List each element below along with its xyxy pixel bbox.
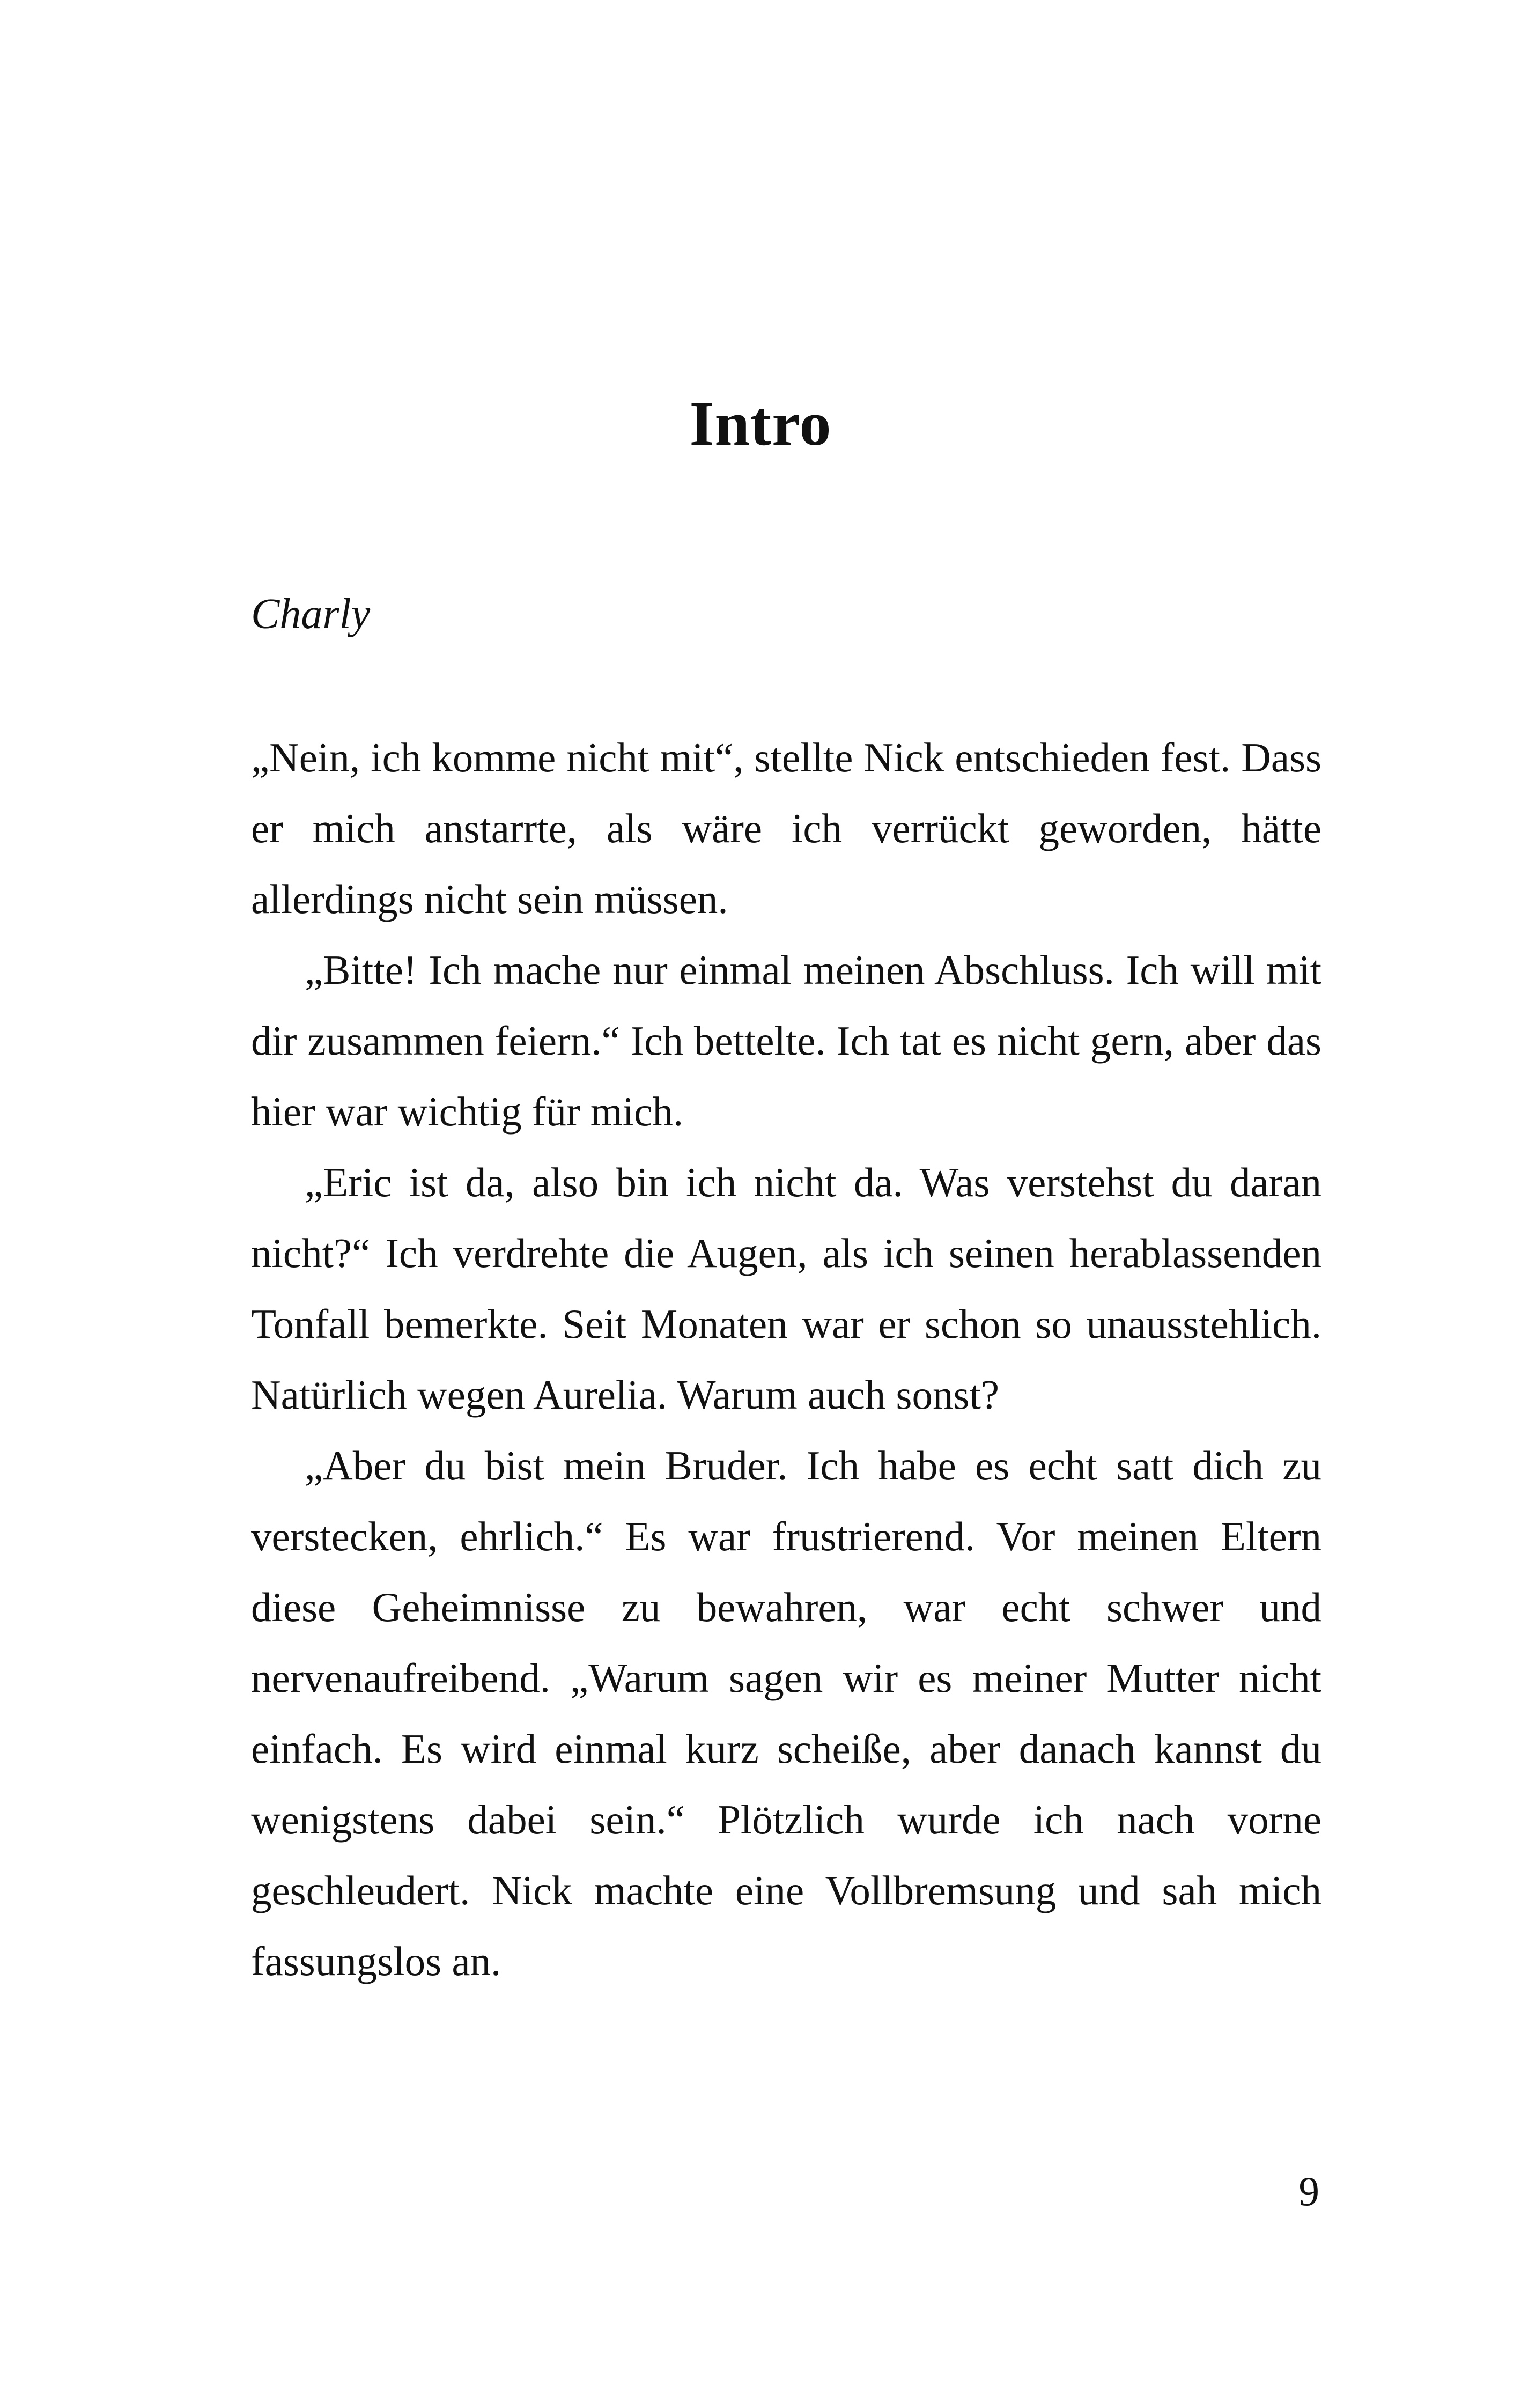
paragraph: „Nein, ich komme nicht mit“, stellte Nick entschieden fest. Dass er mich anstarrte, als wäre ich verrückt geworden, hätte allerdings nicht sein müssen.	[251, 734, 1321, 922]
paragraph: „Eric ist da, also bin ich nicht da. Was verstehst du daran nicht?“ Ich verdrehte die Augen, als ich seinen herablassenden Tonfall bemerkte. Seit Monaten war er schon so unausstehlich. Natürlich wegen Aurelia. Warum auch sonst?	[251, 1159, 1321, 1418]
page-number: 9	[1298, 2168, 1319, 2214]
paragraph: „Aber du bist mein Bruder. Ich habe es echt satt dich zu verstecken, ehrlich.“ Es war frustrierend. Vor meinen Eltern diese Geheimnisse zu bewahren, war echt schwer und nervenaufreibend. „Warum sagen wir es meiner Mutter nicht einfach. Es wird einmal kurz scheiße, aber danach kannst du wenigstens dabei sein.“ Plötzlich wurde ich nach vorne geschleudert. Nick machte eine Vollbremsung und sah mich fassungslos an.	[251, 1442, 1321, 1984]
point-of-view-label: Charly	[251, 591, 371, 638]
chapter-title: Intro	[689, 388, 832, 459]
chapter-body	[251, 722, 1321, 1997]
paragraph: „Bitte! Ich mache nur einmal meinen Abschluss. Ich will mit dir zusammen feiern.“ Ich bettelte. Ich tat es nicht gern, aber das hier war wichtig für mich.	[251, 947, 1321, 1135]
